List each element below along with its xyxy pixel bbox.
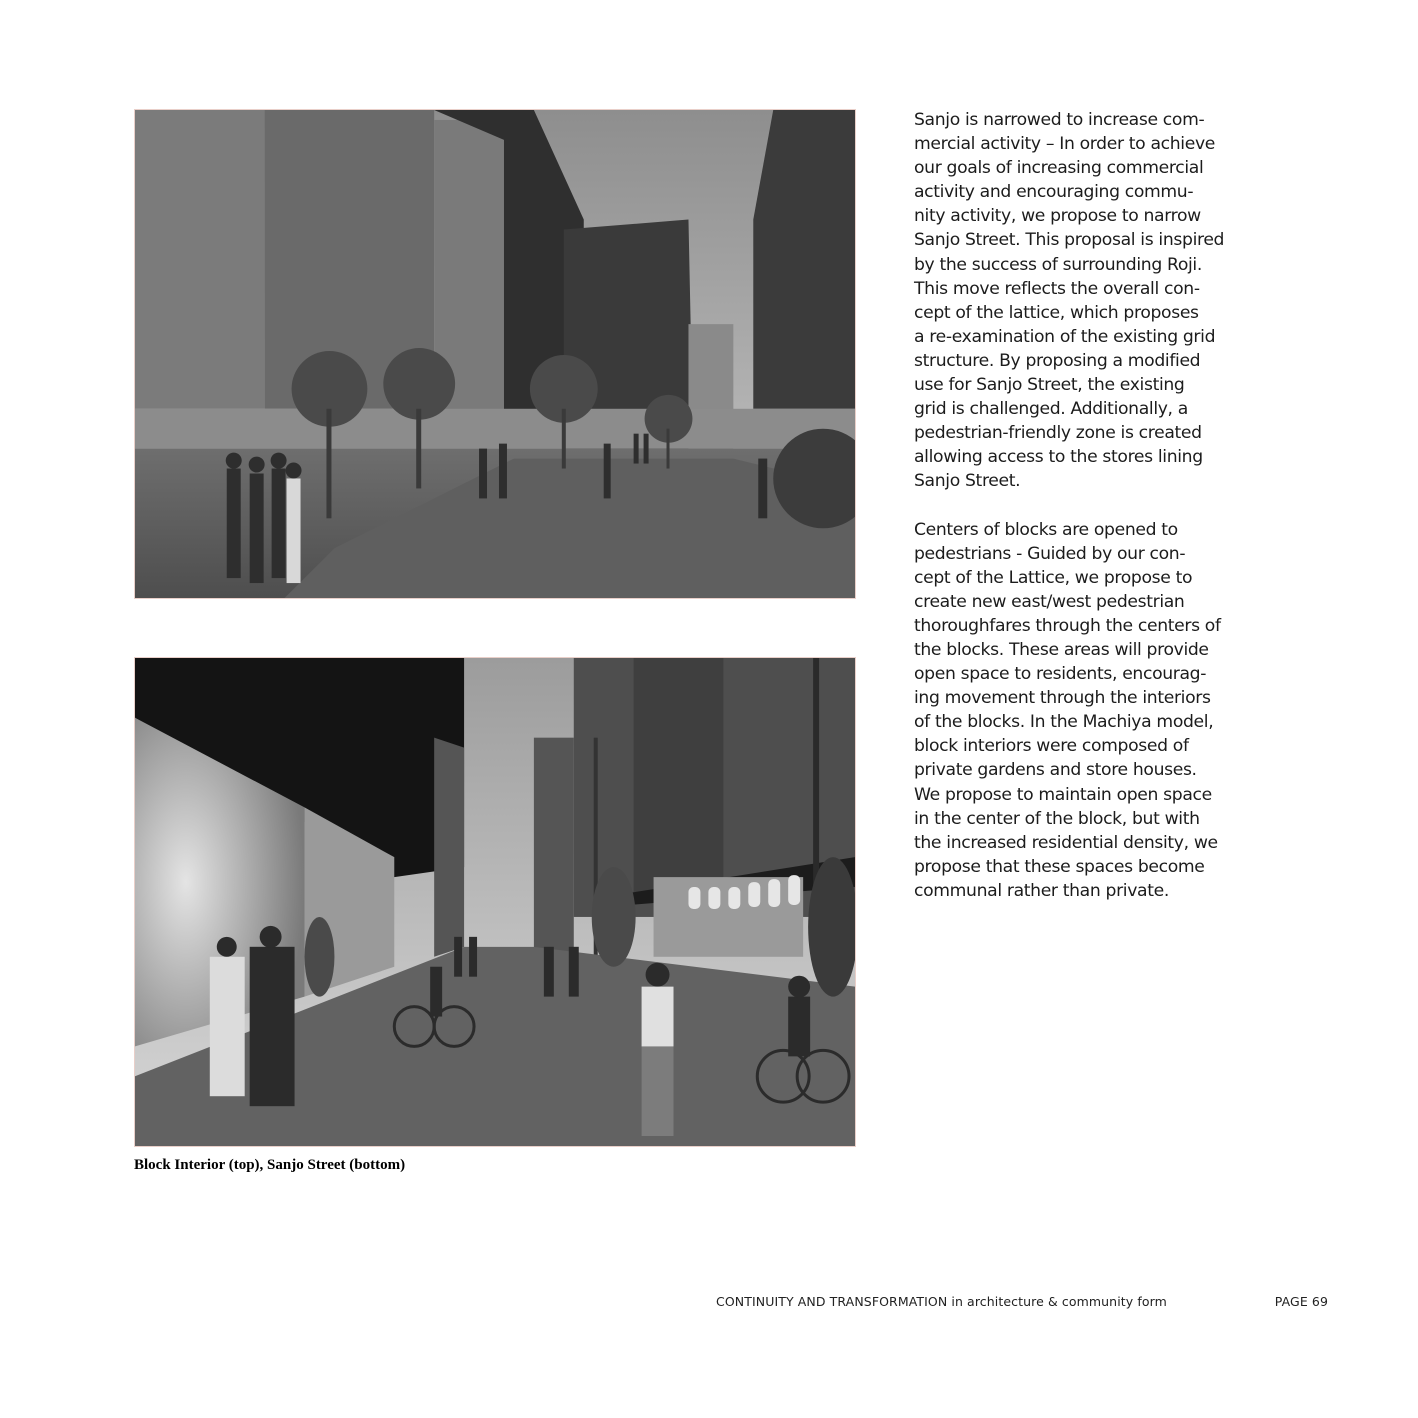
paragraph-sanjo-narrowed	[914, 108, 1294, 494]
block-interior-render	[134, 109, 856, 599]
sanjo-street-render	[134, 657, 856, 1147]
text-line: structure. By proposing a modified	[914, 350, 1201, 371]
block-interior-illustration	[135, 110, 855, 598]
text-line: open space to residents, encourag-	[914, 664, 1207, 685]
text-line: private gardens and store houses.	[914, 760, 1197, 781]
text-line: This move reflects the overall con-	[914, 278, 1200, 299]
text-line: in the center of the block, but with	[914, 808, 1200, 829]
text-line: We propose to maintain open space	[914, 784, 1212, 805]
text-line: communal rather than private.	[914, 880, 1169, 901]
text-line: Sanjo Street.	[914, 471, 1021, 492]
text-line: cept of the Lattice, we propose to	[914, 567, 1193, 588]
text-line: create new east/west pedestrian	[914, 591, 1185, 612]
footer-title: CONTINUITY AND TRANSFORMATION in architecture & community form	[716, 1294, 1167, 1309]
text-line: cept of the lattice, which proposes	[914, 302, 1199, 323]
text-line: ing movement through the interiors	[914, 688, 1211, 709]
text-line: Sanjo Street. This proposal is inspired	[914, 230, 1225, 251]
text-line: of the blocks. In the Machiya model,	[914, 712, 1214, 733]
text-line: grid is challenged. Additionally, a	[914, 399, 1188, 420]
text-line: pedestrians - Guided by our con-	[914, 543, 1186, 564]
text-line: the increased residential density, we	[914, 832, 1218, 853]
text-line: allowing access to the stores lining	[914, 447, 1203, 468]
text-line: pedestrian-friendly zone is created	[914, 423, 1202, 444]
text-line: activity and encouraging commu-	[914, 182, 1194, 203]
text-line: mercial activity – In order to achieve	[914, 134, 1215, 155]
text-line: the blocks. These areas will provide	[914, 639, 1209, 660]
page-footer	[716, 1294, 1328, 1309]
sanjo-street-illustration	[135, 658, 855, 1146]
figure-caption: Block Interior (top), Sanjo Street (bottom)	[134, 1157, 406, 1173]
text-line: by the success of surrounding Roji.	[914, 254, 1202, 275]
paragraph-block-centers	[914, 518, 1294, 904]
text-line: Centers of blocks are opened to	[914, 519, 1178, 540]
text-line: thoroughfares through the centers of	[914, 615, 1221, 636]
body-text	[914, 108, 1294, 903]
text-line: nity activity, we propose to narrow	[914, 206, 1201, 227]
text-line: a re-examination of the existing grid	[914, 326, 1216, 347]
text-line: Sanjo is narrowed to increase com-	[914, 110, 1205, 130]
text-line: propose that these spaces become	[914, 856, 1205, 877]
text-line: block interiors were composed of	[914, 736, 1189, 757]
page-number: PAGE 69	[1274, 1294, 1328, 1309]
text-line: our goals of increasing commercial	[914, 158, 1204, 179]
text-line: use for Sanjo Street, the existing	[914, 375, 1185, 396]
